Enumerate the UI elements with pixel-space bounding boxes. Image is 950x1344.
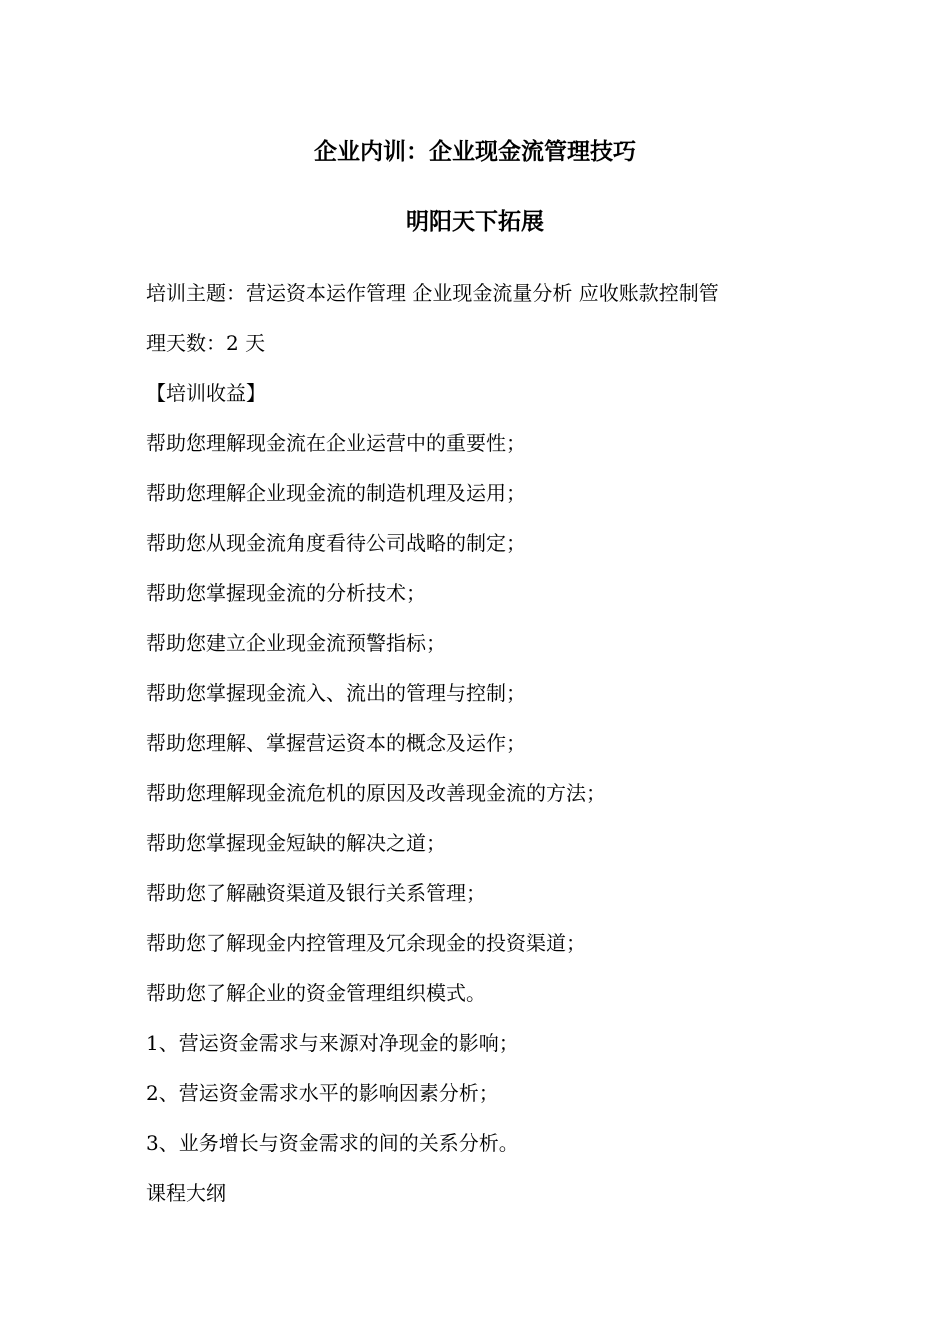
numbered-item: 1、营运资金需求与来源对净现金的影响； [146,1031,519,1055]
benefit-item: 帮助您掌握现金流的分析技术； [146,581,426,605]
benefit-item: 帮助您理解、掌握营运资本的概念及运作； [146,731,526,755]
benefit-item: 帮助您建立企业现金流预警指标； [146,631,446,655]
benefit-item: 帮助您了解现金内控管理及冗余现金的投资渠道； [146,931,586,955]
numbered-item: 3、业务增长与资金需求的间的关系分析。 [146,1131,519,1155]
document-title: 企业内训：企业现金流管理技巧 [314,139,636,165]
benefit-item: 帮助您了解企业的资金管理组织模式。 [146,981,486,1005]
numbered-item: 2、营运资金需求水平的影响因素分析； [146,1081,499,1105]
course-outline-heading: 课程大纲 [146,1181,226,1205]
training-benefits-heading: 【培训收益】 [146,381,266,405]
document-body [146,276,836,1226]
document-subtitle: 明阳天下拓展 [406,209,544,235]
benefit-item: 帮助您掌握现金短缺的解决之道； [146,831,446,855]
training-topic-line: 培训主题：营运资本运作管理 企业现金流量分析 应收账款控制管 [146,281,719,305]
benefit-item: 帮助您从现金流角度看待公司战略的制定； [146,531,526,555]
benefit-item: 帮助您理解现金流在企业运营中的重要性； [146,431,526,455]
benefit-item: 帮助您理解企业现金流的制造机理及运用； [146,481,526,505]
benefit-item: 帮助您掌握现金流入、流出的管理与控制； [146,681,526,705]
benefit-item: 帮助您理解现金流危机的原因及改善现金流的方法； [146,781,606,805]
training-days-line: 理天数：2 天 [146,331,266,355]
benefit-item: 帮助您了解融资渠道及银行关系管理； [146,881,486,905]
